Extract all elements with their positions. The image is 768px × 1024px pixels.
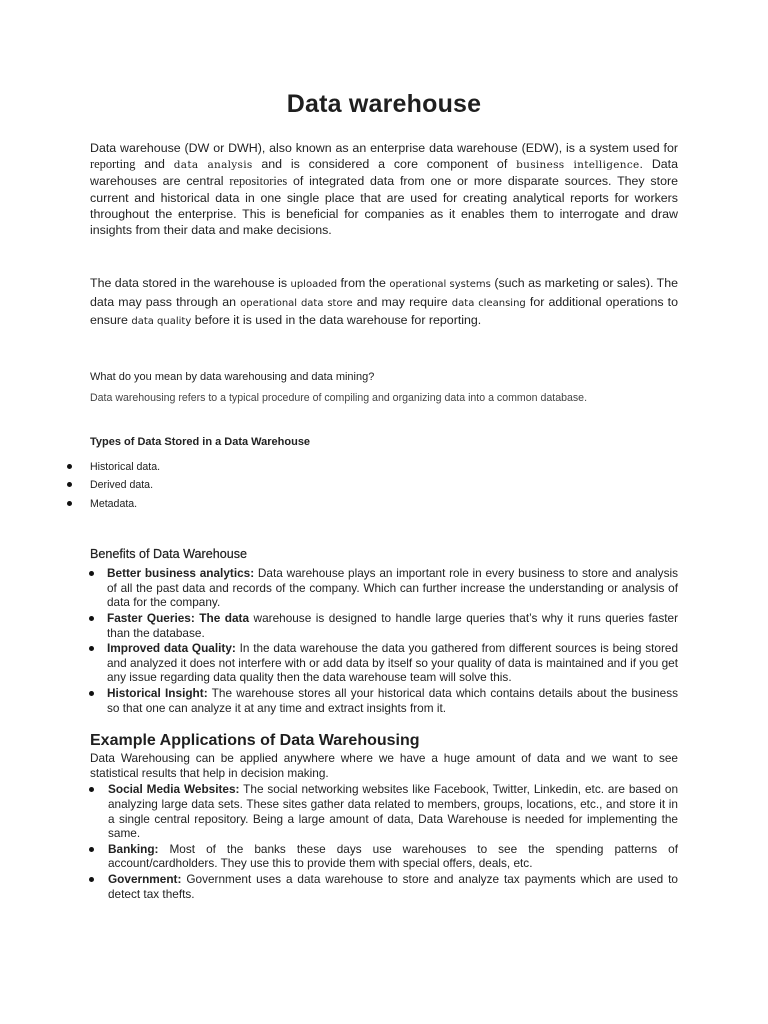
list-item	[90, 476, 678, 495]
bullet-icon	[89, 616, 94, 621]
list-item-label: Improved data Quality:	[107, 641, 236, 656]
list-item	[90, 458, 678, 477]
term-reporting: reporting	[90, 157, 136, 172]
list-item-text: The warehouse stores all your historical data which contains details about the business so that one can analyze it at any time and extract insights from it.	[107, 685, 678, 715]
examples-heading: Example Applications of Data Warehousing	[90, 732, 420, 750]
page-title: Data warehouse	[286, 90, 482, 118]
list-item	[90, 495, 678, 514]
bullet-icon	[89, 847, 94, 852]
term-data-analysis: data analysis	[173, 159, 253, 172]
stored-text-6: before it is used in the data warehouse for reporting.	[191, 313, 482, 328]
stored-text-4: and may require	[352, 294, 452, 309]
list-item-label: Better business analytics:	[107, 566, 255, 581]
bullet-icon	[67, 501, 72, 506]
list-item-text: Metadata.	[90, 497, 138, 510]
intro-text-4: . Data warehouses are central	[90, 157, 678, 189]
list-item-text: Data warehouse plays an important role in every business to store and analysis of all the past data and records of the company. Which can further increase the understanding or analysis of data for the company.	[107, 566, 678, 610]
list-item-label: Faster Queries: The data	[107, 611, 250, 625]
bullet-icon	[89, 787, 94, 792]
bullet-icon	[89, 691, 94, 696]
term-data-quality: data quality	[131, 316, 192, 328]
bullet-icon	[89, 646, 94, 651]
term-operational-data-store: operational data store	[240, 297, 353, 309]
list-item-text: Derived data.	[90, 479, 154, 492]
stored-text-2: from the	[337, 276, 390, 291]
bullet-icon	[89, 571, 94, 576]
examples-list	[90, 782, 678, 901]
list-item-label: Social Media Websites:	[108, 782, 240, 797]
list-item-text: Most of the banks these days use warehouses to see the spending patterns of account/cardholders. They use this to provide them with special offers, deals, etc.	[108, 841, 678, 871]
list-item-text: In the data warehouse the data you gathered from different sources is being stored and analyzed it does not interfere with or add data by itself so your quality of data is maintained and if you get any issue regarding data quality then the data warehouse team will solve this.	[107, 641, 679, 685]
bullet-icon	[67, 482, 72, 487]
list-item	[107, 611, 678, 640]
faq-question: What do you mean by data warehousing and data mining?	[90, 370, 375, 383]
faq-answer: Data warehousing refers to a typical procedure of compiling and organizing data into a common database.	[90, 391, 588, 404]
stored-text-5: for additional operations to ensure	[90, 294, 678, 328]
list-item-label: Historical Insight:	[107, 685, 208, 700]
list-item	[107, 566, 678, 610]
benefits-heading: Benefits of Data Warehouse	[90, 547, 248, 562]
types-list	[90, 458, 678, 514]
term-business-intelligence: business intelligence	[516, 159, 640, 172]
list-item	[107, 641, 678, 685]
benefits-list	[90, 566, 678, 715]
list-item-text: Government uses a data warehouse to store and analyze tax payments which are used to detect tax thefts.	[108, 871, 678, 901]
bullet-icon	[89, 877, 94, 882]
examples-intro: Data Warehousing can be applied anywhere where we have a huge amount of data and we want to see statistical results that help in decision making.	[90, 751, 678, 780]
term-uploaded: uploaded	[290, 279, 338, 291]
stored-paragraph	[90, 275, 678, 331]
intro-text-3: and is considered a core component of	[252, 157, 517, 172]
intro-text-1: Data warehouse (DW or DWH), also known as an enterprise data warehouse (EDW), is a system used for	[90, 141, 678, 155]
intro-text-2: and	[135, 157, 174, 172]
list-item-text: Historical data.	[90, 460, 161, 473]
list-item	[108, 872, 678, 901]
intro-text-5: of integrated data from one or more disparate sources. They store current and historical data in one single place that are used for creating analytical reports for workers throughout the enterprise. This is beneficial for companies as it enables them to interrogate and draw insights from their data and make decisions.	[90, 174, 678, 238]
term-data-cleansing: data cleansing	[451, 297, 526, 309]
types-heading: Types of Data Stored in a Data Warehouse	[90, 435, 311, 448]
bullet-icon	[67, 464, 72, 469]
stored-text-3: (such as marketing or sales). The data may pass through an	[90, 276, 678, 309]
stored-text-1: The data stored in the warehouse is	[90, 276, 291, 291]
term-operational-systems: operational systems	[389, 279, 491, 291]
list-item	[108, 842, 678, 871]
list-item	[107, 686, 678, 715]
intro-paragraph	[90, 140, 678, 238]
list-item-text: The social networking websites like Facebook, Twitter, Linkedin, etc. are based on analyzing large data sets. These sites gather data related to members, groups, locations, etc., and store it in a single central repository. Being a large amount of data, Data Warehouse is needed for implementing the same.	[108, 782, 679, 841]
list-item	[108, 782, 678, 840]
term-repositories: repositories	[229, 174, 288, 189]
document-page	[90, 90, 678, 902]
list-item-label: Government:	[108, 871, 182, 886]
list-item-label: Banking:	[108, 841, 159, 856]
list-item-text: warehouse is designed to handle large queries that’s why it runs queries faster than the database.	[107, 611, 678, 640]
